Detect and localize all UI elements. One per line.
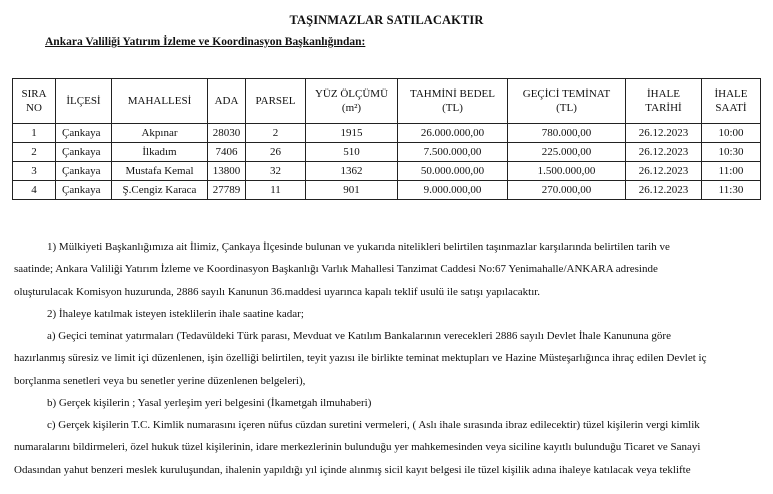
paragraph-line: c) Gerçek kişilerin T.C. Kimlik numarasını içeren nüfus cüzdan suretini vermeleri, ( Aslı ihale sırasında ibraz edilecektir) tüzel kişilerin vergi kimlik	[47, 419, 700, 431]
cell-ilce: Çankaya	[56, 143, 112, 162]
cell-mahalle: Mustafa Kemal	[112, 162, 208, 181]
header-mahalle: MAHALLESİ	[112, 79, 208, 124]
cell-mahalle: Ş.Cengiz Karaca	[112, 181, 208, 200]
cell-gecici-teminat: 270.000,00	[508, 181, 626, 200]
paragraph-line: a) Geçici teminat yatırmaları (Tedavüldeki Türk parası, Mevduat ve Katılım Bankalarının verecekleri 2886 sayılı Devlet İhale Kanununa göre	[47, 330, 671, 342]
property-table	[12, 78, 761, 200]
cell-tahmini-bedel: 50.000.000,00	[398, 162, 508, 181]
cell-yuz-olcumu: 510	[306, 143, 398, 162]
cell-yuz-olcumu: 1915	[306, 124, 398, 143]
paragraph-line: oluşturulacak Komisyon huzurunda, 2886 sayılı Kanunun 36.maddesi uyarınca kapalı teklif usulü ile satışı yapılacaktır.	[14, 285, 541, 298]
cell-mahalle: İlkadım	[112, 143, 208, 162]
cell-ada: 28030	[208, 124, 246, 143]
cell-parsel: 26	[246, 143, 306, 162]
paragraph-line: hazırlanmış süresiz ve limit içi düzenlenen, işin özelliği belirtilen, teyit yazısı ile birlikte teminat mektupları ve Hazine Müsteşarlığınca ihraç edilen Devlet iç	[14, 352, 707, 365]
paragraph-b	[14, 392, 762, 414]
header-tahmini-bedel: TAHMİNİ BEDEL (TL)	[398, 79, 508, 124]
cell-gecici-teminat: 225.000,00	[508, 143, 626, 162]
header-sira-no: SIRA NO	[13, 79, 56, 124]
paragraph-a	[14, 325, 762, 392]
table-row	[13, 143, 761, 162]
cell-ilce: Çankaya	[56, 181, 112, 200]
cell-no: 4	[13, 181, 56, 200]
paragraph-line: numaralarını bildirmeleri, özel hukuk tüzel kişilerinin, idare merkezlerinin bulunduğu yer mahkemesinden veya siciline kayıtlı bulunduğu Ticaret ve Sanayi	[14, 441, 701, 454]
cell-ihale-tarihi: 26.12.2023	[626, 181, 702, 200]
paragraph-line: Odasından yahut benzeri meslek kuruluşundan, ihalenin yapıldığı yıl içinde alınmış sicil kayıt belgesi ile tüzel kişilik adına ihaleye katılacak veya teklifte	[14, 463, 691, 476]
header-parsel: PARSEL	[246, 79, 306, 124]
paragraph-line: 1) Mülkiyeti Başkanlığımıza ait İlimiz, Çankaya İlçesinde bulunan ve yukarıda nitelikleri belirtilen taşınmazlar karşılarında belirtilen tarih ve	[47, 241, 670, 253]
cell-ihale-saati: 11:30	[702, 181, 761, 200]
cell-parsel: 32	[246, 162, 306, 181]
cell-ihale-tarihi: 26.12.2023	[626, 143, 702, 162]
table-header-row	[13, 79, 761, 124]
cell-ihale-saati: 10:00	[702, 124, 761, 143]
paragraph-2	[14, 303, 762, 325]
page-title: TAŞINMAZLAR SATILACAKTIR	[289, 13, 484, 27]
cell-tahmini-bedel: 26.000.000,00	[398, 124, 508, 143]
cell-yuz-olcumu: 901	[306, 181, 398, 200]
paragraph-1	[14, 236, 762, 303]
header-ihale-tarihi: İHALE TARİHİ	[626, 79, 702, 124]
paragraph-line: b) Gerçek kişilerin ; Yasal yerleşim yeri belgesini (İkametgah ilmuhaberi)	[47, 397, 372, 409]
cell-mahalle: Akpınar	[112, 124, 208, 143]
cell-ihale-tarihi: 26.12.2023	[626, 124, 702, 143]
header-ilce: İLÇESİ	[56, 79, 112, 124]
header-ada: ADA	[208, 79, 246, 124]
header-yuz-olcumu: YÜZ ÖLÇÜMÜ (m²)	[306, 79, 398, 124]
paragraph-line: saatinde; Ankara Valiliği Yatırım İzleme ve Koordinasyon Başkanlığı Varlık Mahallesi Tanzimat Caddesi No:67 Yenimahalle/ANKARA adresinde	[14, 263, 658, 276]
paragraph-c	[14, 414, 762, 481]
cell-no: 1	[13, 124, 56, 143]
cell-parsel: 11	[246, 181, 306, 200]
cell-ihale-saati: 11:00	[702, 162, 761, 181]
cell-parsel: 2	[246, 124, 306, 143]
cell-ada: 13800	[208, 162, 246, 181]
cell-ilce: Çankaya	[56, 162, 112, 181]
issuing-authority: Ankara Valiliği Yatırım İzleme ve Koordinasyon Başkanlığından:	[45, 36, 366, 48]
cell-no: 2	[13, 143, 56, 162]
table-row	[13, 181, 761, 200]
cell-tahmini-bedel: 7.500.000,00	[398, 143, 508, 162]
paragraph-line: 2) İhaleye katılmak isteyen isteklilerin ihale saatine kadar;	[47, 308, 304, 320]
cell-tahmini-bedel: 9.000.000,00	[398, 181, 508, 200]
cell-ilce: Çankaya	[56, 124, 112, 143]
cell-ihale-tarihi: 26.12.2023	[626, 162, 702, 181]
header-ihale-saati: İHALE SAATİ	[702, 79, 761, 124]
cell-ada: 27789	[208, 181, 246, 200]
table-row	[13, 124, 761, 143]
cell-gecici-teminat: 1.500.000,00	[508, 162, 626, 181]
cell-yuz-olcumu: 1362	[306, 162, 398, 181]
cell-ihale-saati: 10:30	[702, 143, 761, 162]
paragraph-line: borçlanma senetleri veya bu senetler yerine düzenlenen belgeleri),	[14, 374, 306, 387]
table-row	[13, 162, 761, 181]
cell-no: 3	[13, 162, 56, 181]
cell-gecici-teminat: 780.000,00	[508, 124, 626, 143]
header-gecici-teminat: GEÇİCİ TEMİNAT (TL)	[508, 79, 626, 124]
cell-ada: 7406	[208, 143, 246, 162]
